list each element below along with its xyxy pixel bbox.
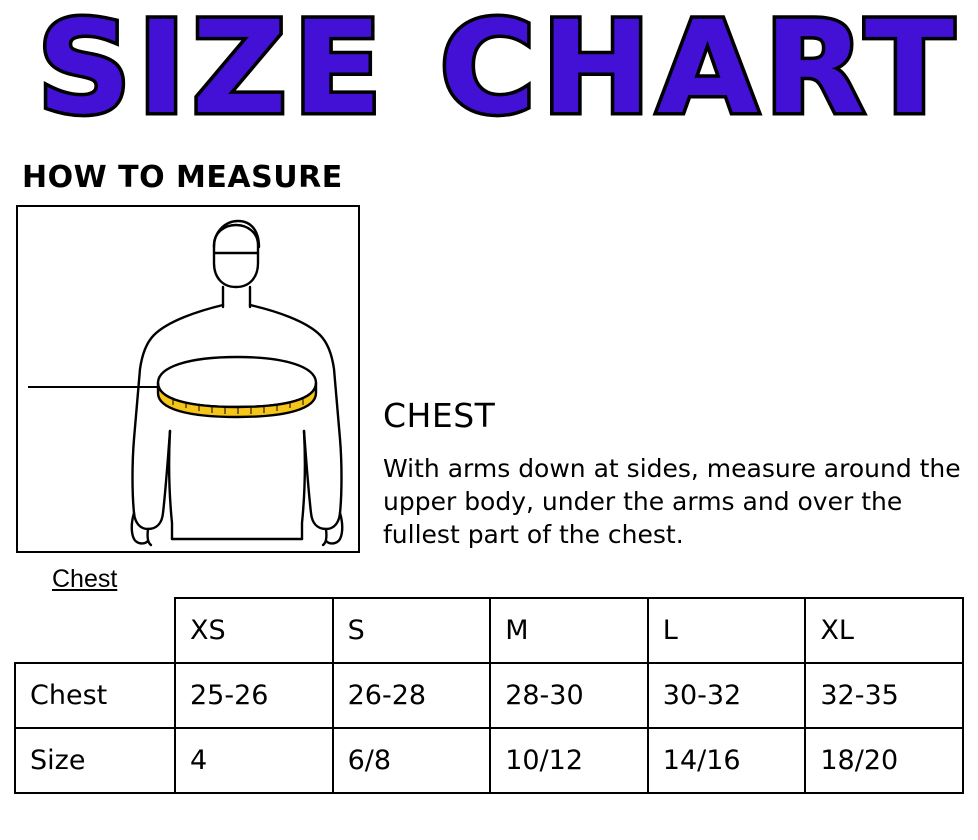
cell-size-xl: 18/20	[805, 728, 963, 793]
chest-figure-label: Chest	[52, 565, 118, 593]
measurement-name: CHEST	[383, 396, 496, 435]
table-row	[15, 728, 963, 793]
column-header-s: S	[333, 598, 491, 663]
cell-size-s: 6/8	[333, 728, 491, 793]
torso-illustration	[18, 207, 358, 551]
measurement-figure	[16, 205, 360, 593]
column-header-xs: XS	[175, 598, 333, 663]
cell-chest-xs: 25-26	[175, 663, 333, 728]
cell-chest-xl: 32-35	[805, 663, 963, 728]
measurement-instructions: With arms down at sides, measure around the upper body, under the arms and over the fullest part of the chest.	[383, 454, 961, 549]
cell-size-m: 10/12	[490, 728, 648, 793]
row-label-chest: Chest	[15, 663, 175, 728]
cell-chest-l: 30-32	[648, 663, 806, 728]
column-header-xl: XL	[805, 598, 963, 663]
table-corner-cell	[15, 598, 175, 663]
cell-size-l: 14/16	[648, 728, 806, 793]
tape-measure-band	[158, 357, 316, 417]
how-to-measure-heading: HOW TO MEASURE	[22, 160, 343, 195]
cell-size-xs: 4	[175, 728, 333, 793]
cell-chest-s: 26-28	[333, 663, 491, 728]
table-header-row	[15, 598, 963, 663]
cell-chest-m: 28-30	[490, 663, 648, 728]
row-label-size: Size	[15, 728, 175, 793]
table-row	[15, 663, 963, 728]
column-header-m: M	[490, 598, 648, 663]
size-chart-table	[14, 597, 964, 794]
page-title-banner	[0, 0, 978, 150]
page-title: SIZE CHART	[37, 0, 961, 143]
column-header-l: L	[648, 598, 806, 663]
